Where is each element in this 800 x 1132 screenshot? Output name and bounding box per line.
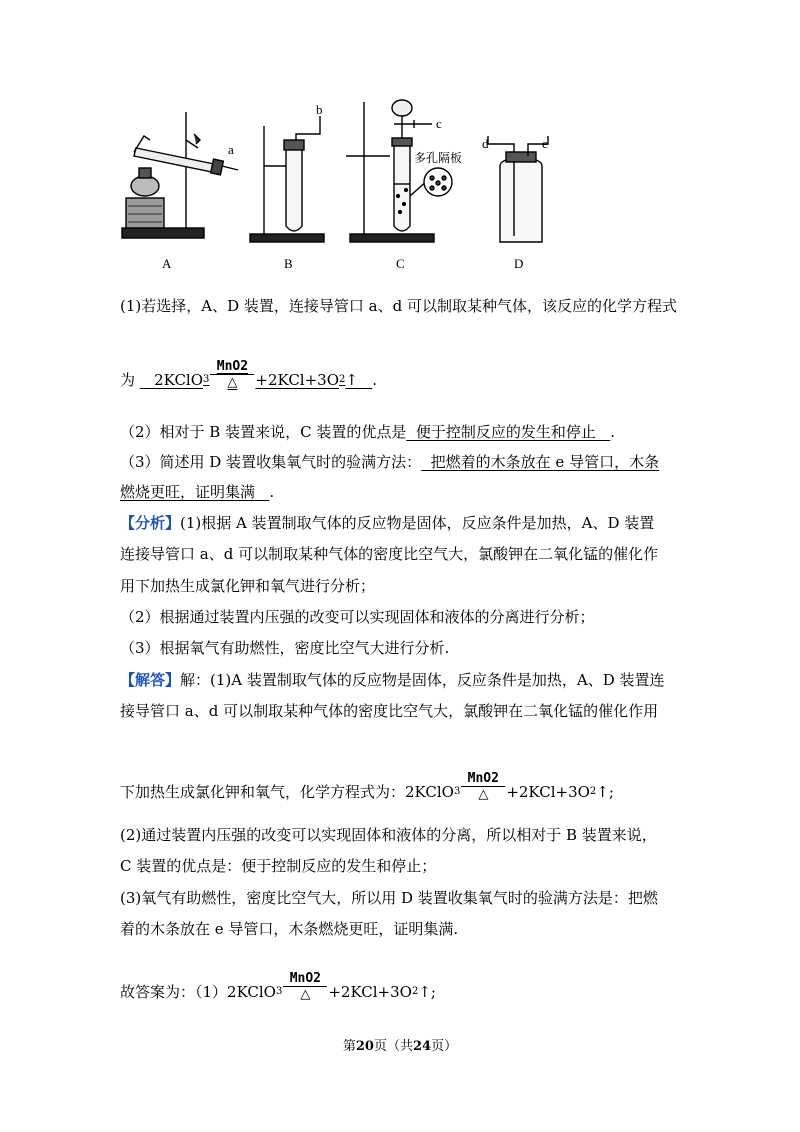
page-total: 24 bbox=[413, 1039, 432, 1054]
solution-line2: 接导管口 a、d 可以制取某种气体的密度比空气大，氯酸钾在二氧化锰的催化作用 bbox=[120, 702, 659, 720]
analysis-line2: 连接导管口 a、d 可以制取某种气体的密度比空气大，氯酸钾在二氧化锰的催化作 bbox=[120, 545, 659, 563]
stand-base-a bbox=[122, 228, 204, 238]
q1-prefix: 为 bbox=[120, 371, 136, 389]
q3-line2: 燃烧更旺，证明集满 . bbox=[120, 483, 275, 501]
solution-line5: C 装置的优点是：便于控制反应的发生和停止； bbox=[120, 857, 437, 875]
apparatus-figure bbox=[118, 96, 568, 276]
q1-line1: (1)若选择，A、D 装置，连接导管口 a、d 可以制取某种气体，该反应的化学方程式 bbox=[120, 297, 677, 315]
label-b: B bbox=[284, 256, 293, 271]
page-number: 20 bbox=[355, 1039, 374, 1054]
solution-line6: (3)氧气有助燃性，密度比空气大，所以用 D 装置收集氧气时的验满方法是：把燃 bbox=[120, 889, 658, 907]
port-a: a bbox=[228, 142, 234, 157]
solution-line7: 着的木条放在 e 导管口，木条燃烧更旺，证明集满. bbox=[120, 920, 459, 938]
port-e: e bbox=[542, 136, 548, 151]
solution-equation: 2KClO 3 $\frac{\text{MnO2}}{\triangle}$ +2KCl+3O 2 ↑ bbox=[405, 771, 609, 802]
q2-answer: 便于控制反应的发生和停止 bbox=[415, 423, 596, 441]
analysis-tag: 【分析】 bbox=[120, 514, 181, 532]
q1-equation-line: 为 2KClO 3 $\frac{\text{MnO2}}{\triangle}$ +2KCl+3O 2 ↑ . bbox=[120, 359, 378, 390]
analysis-line1: 【分析】(1)根据 A 装置制取气体的反应物是固体，反应条件是加热，A、D 装置 bbox=[120, 514, 655, 532]
stand-base-b bbox=[250, 234, 324, 242]
gas-bottle-d bbox=[500, 160, 542, 242]
port-b: b bbox=[316, 102, 323, 117]
analysis-line3: 用下加热生成氯化钾和氧气进行分析； bbox=[120, 577, 376, 595]
q2-line: （2）相对于 B 装置来说，C 装置的优点是 便于控制反应的发生和停止 . bbox=[120, 423, 616, 441]
solution-line4: (2)通过装置内压强的改变可以实现固体和液体的分离，所以相对于 B 装置来说， bbox=[120, 826, 657, 844]
catalyst-label: MnO2 bbox=[216, 359, 249, 374]
heat-symbol: △ bbox=[227, 375, 238, 390]
port-d: d bbox=[482, 136, 489, 151]
q1-equation: 2KClO 3 $\frac{\text{MnO2}}{\triangle}$ +2KCl+3O 2 ↑ bbox=[154, 359, 358, 390]
final-equation: 2KClO 3 $\frac{\text{MnO2}}{\triangle}$ +2KCl+3O 2 ↑ bbox=[227, 971, 431, 1002]
analysis-line4: （2）根据通过装置内压强的改变可以实现固体和液体的分离进行分析； bbox=[120, 608, 595, 626]
solution-line1: 【解答】解：(1)A 装置制取气体的反应物是固体，反应条件是加热，A、D 装置连 bbox=[120, 671, 665, 689]
solution-line3: 下加热生成氯化钾和氧气，化学方程式为： 2KClO 3 $\frac{\text{MnO2}}{\triangle}$ +2KCl+3O 2 ↑ ; bbox=[120, 771, 614, 802]
label-d: D bbox=[514, 256, 524, 271]
solution-tag: 【解答】 bbox=[120, 671, 181, 689]
q3-answer-l2: 燃烧更旺，证明集满 bbox=[120, 483, 256, 501]
q3-answer-l1: 把燃着的木条放在 e 导管口，木条 bbox=[430, 453, 660, 471]
plate-label: 多孔隔板 bbox=[414, 151, 463, 165]
final-answer-line: 故答案为：（1） 2KClO 3 $\frac{\text{MnO2}}{\triangle}$ +2KCl+3O 2 ↑ ; bbox=[120, 971, 436, 1002]
analysis-line5: （3）根据氧气有助燃性，密度比空气大进行分析. bbox=[120, 639, 450, 657]
label-a: A bbox=[162, 256, 172, 271]
q3-line1: （3）简述用 D 装置收集氧气时的验满方法： 把燃着的木条放在 e 导管口，木条 bbox=[120, 453, 660, 471]
stand-base-c bbox=[350, 234, 434, 242]
page-footer: 第20页（共24页） bbox=[342, 1039, 458, 1054]
wood-block-a bbox=[126, 198, 164, 228]
label-c: C bbox=[396, 256, 405, 271]
port-c: c bbox=[436, 116, 442, 131]
